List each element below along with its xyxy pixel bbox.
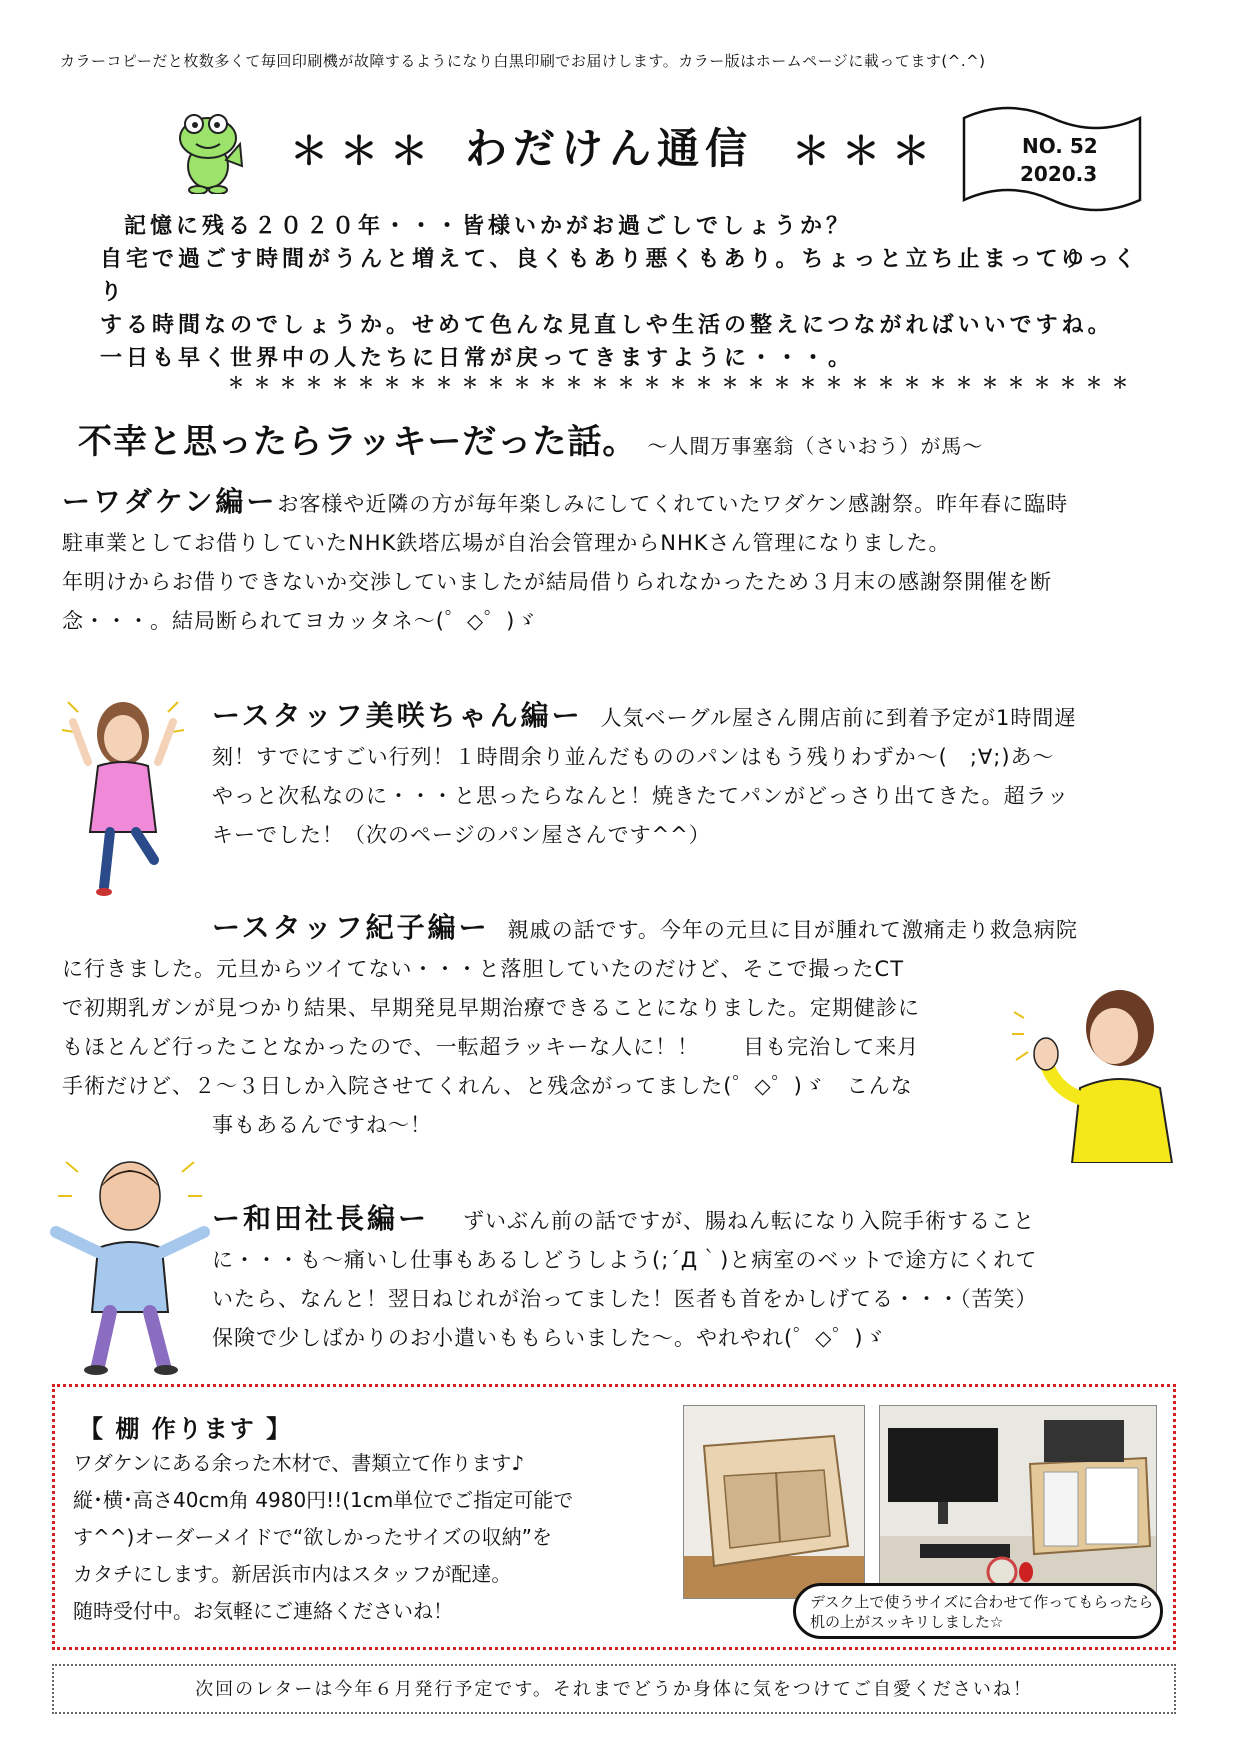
shelf-line: ワダケンにある余った木材で、書類立て作ります♪: [73, 1451, 525, 1475]
bubble-line: 机の上がスッキリしました☆: [810, 1613, 1004, 1631]
section-line: キーでした！（次のページのパン屋さんです^^）: [212, 823, 711, 847]
photo-caption-bubble: [793, 1583, 1163, 1639]
shelf-line: 随時受付中。お気軽にご連絡くださいね！: [73, 1599, 453, 1623]
section-line: に行きました。元旦からツイてない・・・と落胆していたのだけど、そこで撮ったCT: [62, 957, 905, 981]
shelf-line: 縦･横･高さ40cm角 4980円!!(1cm単位でご指定可能で: [73, 1488, 574, 1512]
frog-mascot-icon: [168, 104, 248, 194]
bubble-line: デスク上で使うサイズに合わせて作ってもらったら: [810, 1593, 1154, 1611]
section-line: ずいぶん前の話ですが、腸ねん転になり入院手術すること: [463, 1209, 1036, 1233]
section-line: 保険で少しばかりのお小遣いももらいました～。やれやれ(゜◇゜)ゞ: [212, 1326, 886, 1350]
section-line: いたら、なんと！翌日ねじれが治ってました！医者も首をかしげてる・・・（苦笑）: [212, 1287, 1038, 1311]
section-line: 手術だけど、２～３日しか入院させてくれん、と残念がってました(゜◇゜)ゞ こんな: [62, 1074, 913, 1098]
desk-photo: [879, 1405, 1157, 1599]
staff-noriko-illustration: [1010, 978, 1180, 1163]
top-note: カラーコピーだと枚数多くて毎回印刷機が故障するようになり白黒印刷でお届けします。カラー版はホームページに載ってます(^.^): [60, 52, 986, 70]
section-president: [212, 1199, 1182, 1358]
stars-left: ＊＊＊: [290, 129, 441, 173]
intro-line: 自宅で過ごす時間がうんと増えて、良くもあり悪くもあり。ちょっと立ち止まってゆっくり: [100, 246, 1140, 305]
headline: [78, 414, 983, 463]
section-title: ースタッフ美咲ちゃん編ー: [212, 699, 583, 732]
section-line: もほとんど行ったことなかったので、一転超ラッキーな人に！！ 目も完治して来月: [62, 1035, 920, 1059]
section-line: 刻！すでにすごい行列！１時間余り並んだもののパンはもう残りわずか～( ;∀;)あ～: [212, 745, 1055, 769]
shelf-photo: [683, 1405, 865, 1599]
section-title: ーワダケン編ー: [62, 485, 278, 518]
section-title: ースタッフ紀子編ー: [212, 911, 490, 944]
section-line: 年明けからお借りできないか交渉していましたが結局借りられなかったため３月末の感謝祭開催を断: [62, 570, 1052, 594]
section-line: 親戚の話です。今年の元旦に目が腫れて激痛走り救急病院: [507, 918, 1078, 942]
section-line: 念・・・。結局断られてヨカッタネ～(゜◇゜)ゞ: [62, 609, 538, 633]
section-line: 人気ベーグル屋さん開店前に到着予定が1時間遅: [600, 706, 1077, 730]
section-line: 事もあるんですね～！: [212, 1113, 432, 1137]
section-line: で初期乳ガンが見つかり結果、早期発見早期治療できることになりました。定期健診に: [62, 996, 920, 1020]
headline-sub: ～人間万事塞翁（さいおう）が馬～: [647, 434, 984, 458]
staff-misaki-illustration: [58, 682, 188, 902]
shelf-line: す^^)オーダーメイドで“欲しかったサイズの収納”を: [73, 1525, 553, 1549]
intro-line: する時間なのでしょうか。せめて色んな見直しや生活の整えにつながればいいですね。: [100, 312, 1114, 338]
section-line: お客様や近隣の方が毎年楽しみにしてくれていたワダケン感謝祭。昨年春に臨時: [277, 492, 1069, 516]
issue-flag: [960, 104, 1144, 214]
shelf-text: [73, 1445, 713, 1630]
page-title: わだけん通信: [465, 124, 754, 173]
star-divider: ＊＊＊＊＊＊＊＊＊＊＊＊＊＊＊＊＊＊＊＊＊＊＊＊＊＊＊＊＊＊＊＊＊＊＊: [228, 373, 1139, 392]
shelf-line: カタチにします。新居浜市内はスタッフが配達。: [73, 1562, 512, 1586]
intro-line: 記憶に残る２０２０年・・・皆様いかがお過ごしでしょうか？: [124, 213, 853, 239]
section-misaki: [212, 696, 1182, 855]
section-wadaken: [62, 482, 1182, 641]
intro-text: [100, 210, 1160, 375]
section-line: やっと次私なのに・・・と思ったらなんと！焼きたてパンがどっさり出てきた。超ラッ: [212, 784, 1070, 808]
issue-number: NO. 52: [1022, 134, 1098, 158]
shelf-title: 【 棚 作ります 】: [79, 1415, 293, 1443]
intro-line: 一日も早く世界中の人たちに日常が戻ってきますように・・・。: [100, 345, 855, 371]
footer-note: 次回のレターは今年６月発行予定です。それまでどうか身体に気をつけてご自愛くださいね！: [52, 1664, 1176, 1714]
section-line: 駐車業としてお借りしていたNHK鉄塔広場が自治会管理からNHKさん管理になりました。: [62, 531, 951, 555]
issue-date: 2020.3: [1020, 162, 1098, 186]
headline-main: 不幸と思ったらラッキーだった話。: [78, 422, 638, 462]
stars-right: ＊＊＊: [792, 129, 943, 173]
section-title: ー和田社長編ー: [212, 1202, 430, 1235]
section-line: に・・・も～痛いし仕事もあるしどうしよう(;´Д｀)と病室のベットで途方にくれて: [212, 1248, 1038, 1272]
shelf-panel: [52, 1384, 1176, 1650]
president-illustration: [50, 1152, 210, 1377]
